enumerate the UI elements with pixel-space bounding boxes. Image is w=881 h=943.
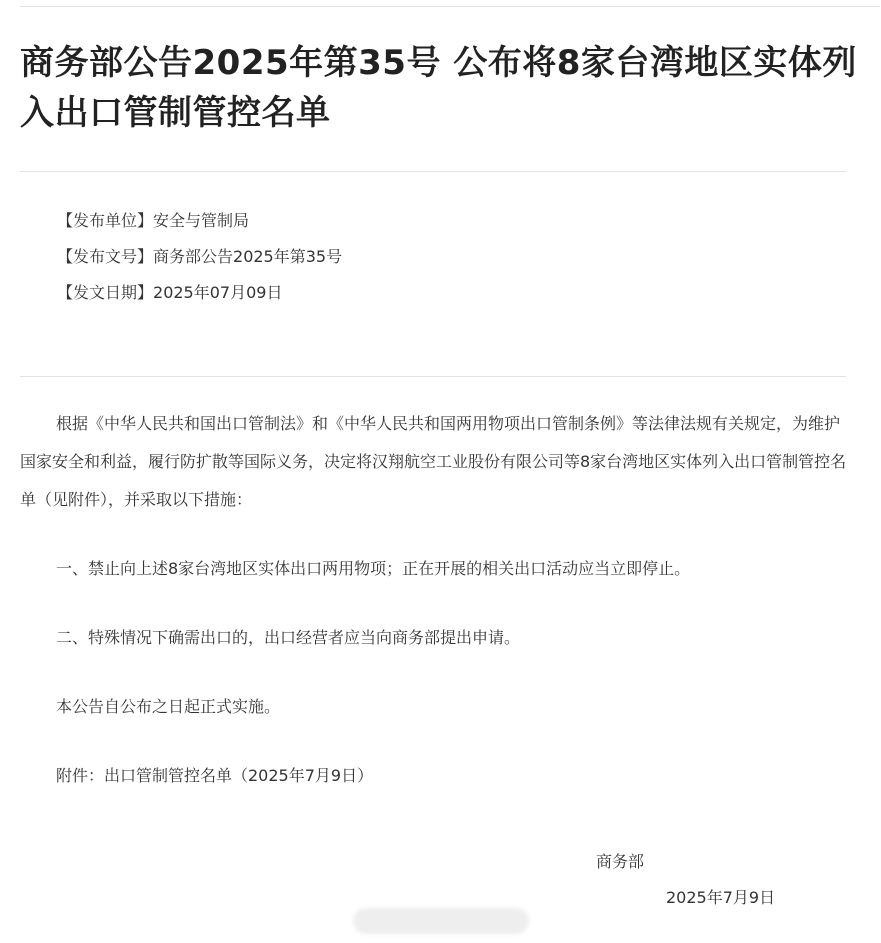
meta-divider [20, 376, 846, 377]
meta-issuer-label: 【发布单位】 [57, 211, 154, 230]
meta-doc-no-label: 【发布文号】 [57, 247, 154, 266]
meta-doc-no [57, 239, 342, 275]
signature-org: 商务部 [596, 852, 645, 871]
title-divider [20, 171, 846, 172]
measure-2-paragraph: 二、特殊情况下确需出口的，出口经营者应当向商务部提出申请。 [56, 628, 521, 647]
meta-doc-no-value: 商务部公告2025年第35号 [153, 247, 343, 266]
meta-date-label: 【发文日期】 [57, 283, 154, 302]
announcement-body [20, 405, 848, 795]
page-title: 商务部公告2025年第35号 公布将8家台湾地区实体列入出口管制管控名单 [20, 43, 857, 133]
intro-paragraph: 根据《中华人民共和国出口管制法》和《中华人民共和国两用物项出口管制条例》等法律法规有关规定，为维护国家安全和利益，履行防扩散等国际义务，决定将汉翔航空工业股份有限公司等8家台湾地区实体列入出口管制管控名单（见附件），并采取以下措施： [20, 414, 847, 509]
document-meta [57, 203, 342, 311]
meta-date-value: 2025年07月09日 [153, 283, 283, 302]
signature-date: 2025年7月9日 [666, 888, 776, 907]
top-divider [20, 6, 880, 7]
meta-date [57, 275, 342, 311]
meta-issuer [57, 203, 342, 239]
blurred-watermark [353, 908, 529, 934]
meta-issuer-value: 安全与管制局 [153, 211, 250, 230]
attachment-link[interactable]: 附件：出口管制管控名单（2025年7月9日） [56, 766, 374, 785]
effective-paragraph: 本公告自公布之日起正式实施。 [56, 697, 281, 716]
measure-1-paragraph: 一、禁止向上述8家台湾地区实体出口两用物项；正在开展的相关出口活动应当立即停止。 [56, 559, 691, 578]
